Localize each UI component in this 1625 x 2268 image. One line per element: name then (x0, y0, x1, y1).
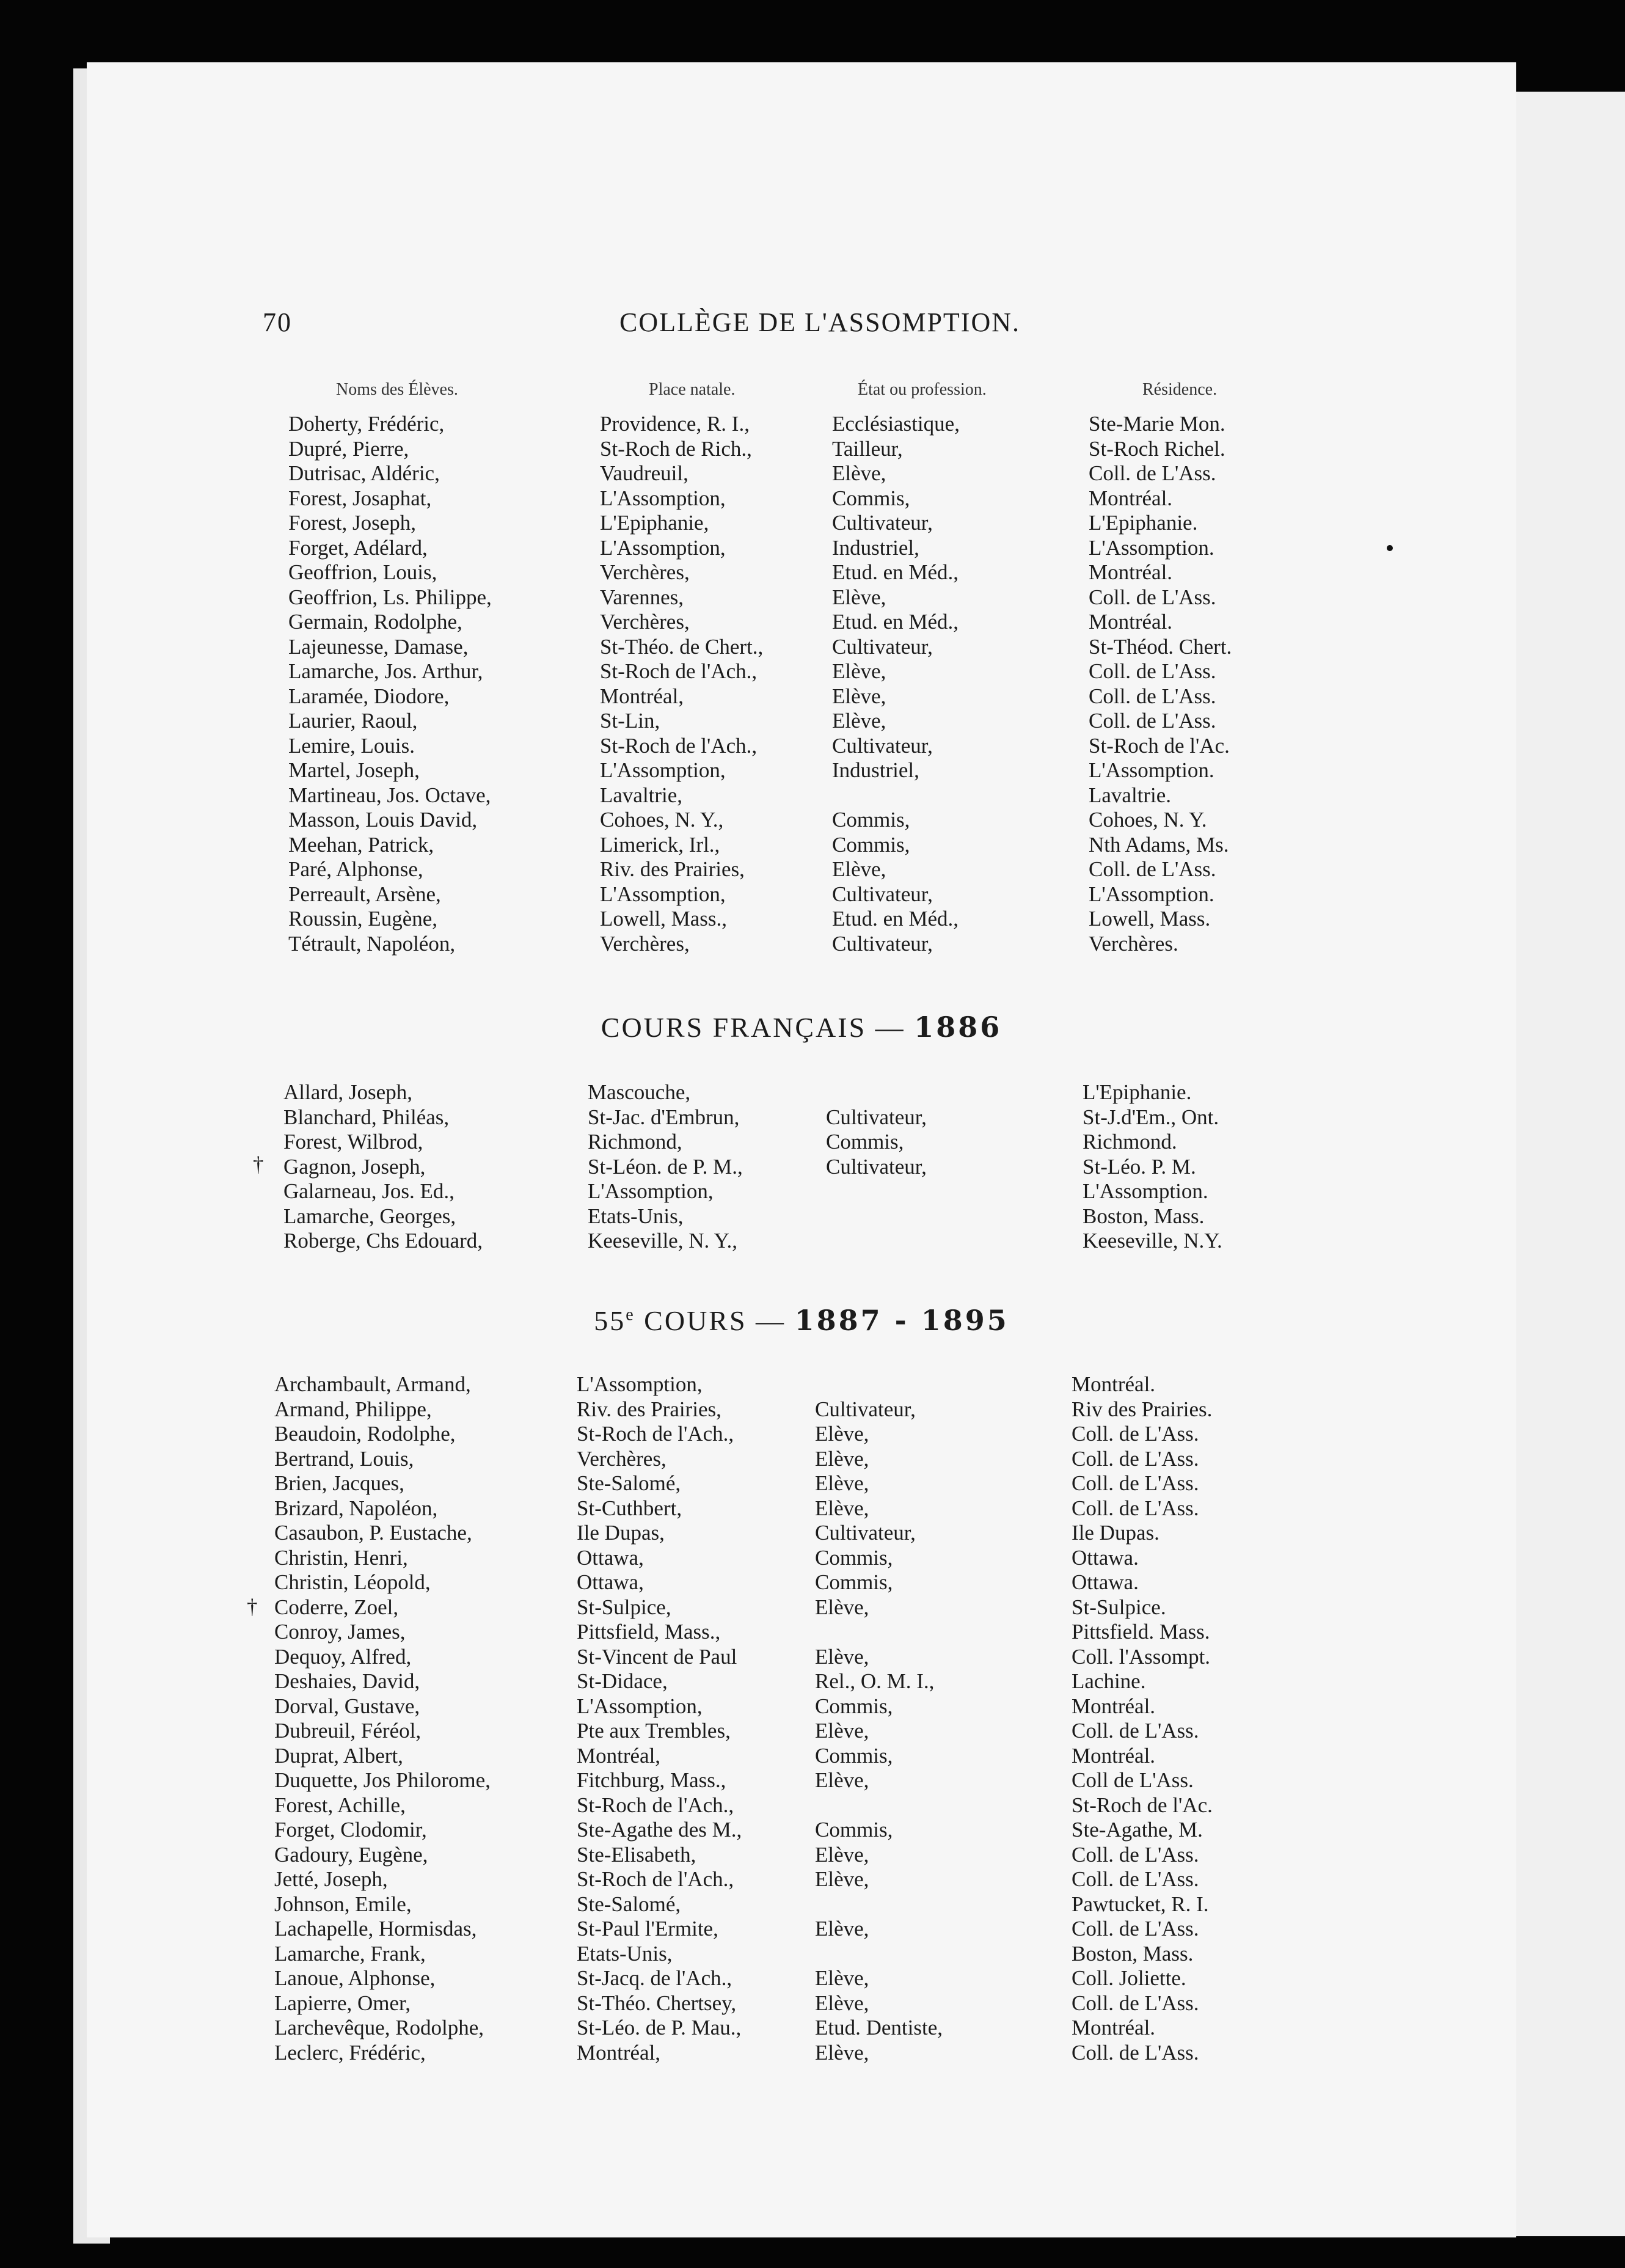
birthplace: Ile Dupas, (577, 1521, 665, 1545)
birthplace: Limerick, Irl., (600, 832, 720, 857)
residence: Ottawa. (1072, 1545, 1139, 1570)
header-profession: État ou profession. (858, 380, 987, 399)
profession: Elève, (815, 1644, 869, 1669)
student-row (87, 1719, 1516, 1744)
profession: Cultivateur, (832, 511, 933, 535)
residence: Ile Dupas. (1072, 1521, 1159, 1545)
student-name: Casaubon, P. Eustache, (274, 1521, 472, 1545)
residence: St-Roch de l'Ac. (1089, 733, 1230, 758)
student-row (87, 610, 1516, 635)
student-name: Duquette, Jos Philorome, (274, 1768, 491, 1792)
profession: Elève, (815, 1719, 869, 1743)
residence: Coll. l'Assompt. (1072, 1644, 1211, 1669)
residence: L'Epiphanie. (1089, 511, 1198, 535)
section-title-text: COURS FRANÇAIS — (601, 1012, 905, 1043)
student-name: Doherty, Frédéric, (288, 412, 445, 436)
student-name: Dutrisac, Aldéric, (288, 461, 440, 485)
student-name: Forest, Joseph, (288, 511, 417, 535)
section-title-text: COURS — (644, 1305, 786, 1336)
student-row (87, 560, 1516, 585)
profession: Elève, (832, 709, 886, 733)
birthplace: L'Assomption, (577, 1372, 703, 1396)
student-name: Gagnon, Joseph, (283, 1154, 426, 1179)
student-name: Lajeunesse, Damase, (288, 634, 469, 659)
student-name: Forest, Achille, (274, 1793, 406, 1817)
birthplace: L'Epiphanie, (600, 511, 709, 535)
student-name: Christin, Henri, (274, 1545, 408, 1570)
residence: Montréal. (1089, 610, 1173, 634)
birthplace: St-Jac. d'Embrun, (588, 1105, 740, 1129)
residence: Richmond. (1083, 1130, 1177, 1154)
residence: Coll. de L'Ass. (1072, 2040, 1199, 2065)
student-row (87, 659, 1516, 684)
birthplace: Lowell, Mass., (600, 907, 728, 931)
birthplace: St-Roch de l'Ach., (577, 1867, 734, 1891)
birthplace: Montréal, (577, 2040, 661, 2065)
profession: Tailleur, (832, 436, 903, 461)
birthplace: St-Roch de l'Ach., (600, 659, 758, 683)
birthplace: Cohoes, N. Y., (600, 808, 724, 832)
profession: Commis, (815, 1743, 893, 1768)
birthplace: Montréal, (600, 684, 684, 708)
profession: Rel., O. M. I., (815, 1669, 935, 1693)
profession: Elève, (815, 1991, 869, 2015)
student-row (87, 1843, 1516, 1868)
birthplace: Ottawa, (577, 1545, 644, 1570)
residence: Coll. de L'Ass. (1072, 1842, 1199, 1867)
profession: Etud. en Méd., (832, 560, 959, 584)
student-name: Lanoue, Alphonse, (274, 1966, 436, 1990)
book-page (87, 62, 1516, 2237)
birthplace: Ste-Salomé, (577, 1471, 681, 1495)
student-name: Galarneau, Jos. Ed., (283, 1179, 455, 1203)
residence: Coll. Joliette. (1072, 1966, 1186, 1990)
student-name: Laurier, Raoul, (288, 709, 418, 733)
birthplace: Richmond, (588, 1130, 682, 1154)
birthplace: Pte aux Trembles, (577, 1719, 731, 1743)
student-name: Dequoy, Alfred, (274, 1644, 412, 1669)
student-name: Lamarche, Georges, (283, 1204, 456, 1228)
student-name: Lamarche, Jos. Arthur, (288, 659, 483, 683)
student-row (87, 709, 1516, 734)
student-row (87, 1942, 1516, 1967)
birthplace: St-Roch de Rich., (600, 436, 752, 461)
student-row (87, 1645, 1516, 1670)
student-name: Bertrand, Louis, (274, 1446, 414, 1471)
profession: Ecclésiastique, (832, 412, 960, 436)
student-row (87, 1521, 1516, 1546)
student-row (87, 1818, 1516, 1843)
header-name: Noms des Élèves. (336, 380, 458, 399)
residence: Keeseville, N.Y. (1083, 1229, 1222, 1253)
student-row (87, 907, 1516, 932)
student-row (87, 833, 1516, 858)
profession: Elève, (832, 585, 886, 609)
student-row (87, 1793, 1516, 1818)
ink-speck (1387, 545, 1393, 551)
birthplace: St-Léon. de P. M., (588, 1154, 743, 1179)
profession: Elève, (832, 461, 886, 485)
profession: Etud. en Méd., (832, 907, 959, 931)
birthplace: Pittsfield, Mass., (577, 1620, 721, 1644)
running-head (87, 307, 1516, 343)
profession: Elève, (815, 1422, 869, 1446)
profession: Industriel, (832, 758, 919, 782)
residence: Montréal. (1072, 1372, 1156, 1396)
birthplace: Ste-Salomé, (577, 1892, 681, 1916)
residence: Pittsfield. Mass. (1072, 1620, 1210, 1644)
residence: Montréal. (1089, 560, 1173, 584)
profession: Cultivateur, (826, 1105, 927, 1129)
birthplace: St-Léo. de P. Mau., (577, 2016, 742, 2039)
birthplace: Verchères, (600, 931, 690, 956)
student-name: Paré, Alphonse, (288, 857, 423, 881)
student-table-first (87, 412, 1516, 956)
student-name: Johnson, Emile, (274, 1892, 412, 1916)
profession: Commis, (832, 486, 910, 510)
birthplace: L'Assomption, (600, 535, 726, 560)
birthplace: St-Cuthbert, (577, 1496, 682, 1520)
birthplace: St-Théo. Chertsey, (577, 1991, 737, 2015)
residence: Verchères. (1089, 931, 1178, 956)
birthplace: Etats-Unis, (577, 1941, 673, 1966)
section-title-cours-55 (87, 1304, 1516, 1337)
residence: Montréal. (1072, 1694, 1156, 1718)
student-row (87, 1966, 1516, 1991)
student-row (87, 1080, 1516, 1105)
student-name: Tétrault, Napoléon, (288, 931, 456, 956)
student-name: Armand, Philippe, (274, 1397, 432, 1421)
profession: Cultivateur, (832, 634, 933, 659)
profession: Industriel, (832, 535, 919, 560)
profession: Elève, (832, 659, 886, 683)
student-name: Lemire, Louis. (288, 733, 415, 758)
student-row (87, 734, 1516, 759)
student-name: Forest, Josaphat, (288, 486, 432, 510)
student-table-cours-francais (87, 1080, 1516, 1254)
student-row (87, 1155, 1516, 1180)
profession: Cultivateur, (832, 882, 933, 906)
residence: Coll. de L'Ass. (1089, 684, 1216, 708)
student-name: Geoffrion, Louis, (288, 560, 437, 584)
residence: St-Théod. Chert. (1089, 634, 1232, 659)
residence: L'Epiphanie. (1083, 1080, 1192, 1104)
birthplace: Ste-Agathe des M., (577, 1818, 742, 1842)
student-row (87, 412, 1516, 437)
student-row (87, 1595, 1516, 1620)
student-row (87, 1744, 1516, 1769)
student-name: Deshaies, David, (274, 1669, 420, 1693)
residence: Ste-Marie Mon. (1089, 412, 1225, 436)
profession: Elève, (815, 2040, 869, 2065)
student-name: Germain, Rodolphe, (288, 610, 462, 634)
student-row (87, 1768, 1516, 1793)
profession: Elève, (815, 1917, 869, 1941)
student-row (87, 1570, 1516, 1595)
student-row (87, 2016, 1516, 2041)
birthplace: L'Assomption, (600, 486, 726, 510)
birthplace: St-Roch de l'Ach., (577, 1793, 734, 1817)
birthplace: Verchères, (600, 610, 690, 634)
student-name: Archambault, Armand, (274, 1372, 471, 1396)
student-name: Laramée, Diodore, (288, 684, 450, 708)
section-number: 55 (594, 1305, 626, 1336)
birthplace: Etats-Unis, (588, 1204, 684, 1228)
student-row (87, 684, 1516, 709)
profession: Cultivateur, (815, 1521, 916, 1545)
student-name: Duprat, Albert, (274, 1743, 403, 1768)
student-name: Blanchard, Philéas, (283, 1105, 450, 1129)
student-name: Gadoury, Eugène, (274, 1842, 428, 1867)
birthplace: Mascouche, (588, 1080, 691, 1104)
section-number-sup: e (626, 1305, 635, 1325)
residence: Coll. de L'Ass. (1072, 1867, 1199, 1891)
student-row (87, 1892, 1516, 1917)
profession: Etud. Dentiste, (815, 2016, 943, 2039)
student-row (87, 882, 1516, 907)
profession: Commis, (832, 808, 910, 832)
profession: Etud. en Méd., (832, 610, 959, 634)
profession: Commis, (815, 1818, 893, 1842)
profession: Commis, (832, 832, 910, 857)
student-row (87, 585, 1516, 610)
birthplace: Providence, R. I., (600, 412, 750, 436)
header-birthplace: Place natale. (649, 380, 736, 399)
student-name: Beaudoin, Rodolphe, (274, 1422, 456, 1446)
profession: Elève, (815, 1471, 869, 1495)
birthplace: L'Assomption, (577, 1694, 703, 1718)
student-row (87, 1546, 1516, 1571)
student-name: Meehan, Patrick, (288, 832, 434, 857)
student-row (87, 1397, 1516, 1422)
student-row (87, 1372, 1516, 1397)
residence: Ste-Agathe, M. (1072, 1818, 1203, 1842)
student-name: Geoffrion, Ls. Philippe, (288, 585, 492, 609)
birthplace: Lavaltrie, (600, 783, 683, 807)
student-name: Dubreuil, Féréol, (274, 1719, 422, 1743)
student-row (87, 1422, 1516, 1447)
residence: Montréal. (1072, 2016, 1156, 2039)
residence: Lowell, Mass. (1089, 907, 1211, 931)
student-row (87, 1867, 1516, 1892)
student-row (87, 758, 1516, 783)
residence: L'Assomption. (1089, 882, 1214, 906)
birthplace: St-Théo. de Chert., (600, 634, 764, 659)
student-row (87, 1991, 1516, 2016)
profession: Elève, (815, 1842, 869, 1867)
birthplace: Verchères, (577, 1446, 666, 1471)
residence: Coll. de L'Ass. (1089, 857, 1216, 881)
section-title-cours-francais (87, 1011, 1516, 1044)
section-year: 1886 (914, 1011, 1002, 1044)
student-row (87, 1105, 1516, 1130)
birthplace: L'Assomption, (600, 758, 726, 782)
student-name: Larchevêque, Rodolphe, (274, 2016, 484, 2039)
birthplace: St-Paul l'Ermite, (577, 1917, 718, 1941)
residence: L'Assomption. (1083, 1179, 1208, 1203)
residence: Coll. de L'Ass. (1072, 1422, 1199, 1446)
student-row (87, 1669, 1516, 1694)
residence: Montréal. (1089, 486, 1173, 510)
student-name: Coderre, Zoel, (274, 1595, 399, 1619)
residence: Coll. de L'Ass. (1089, 461, 1216, 485)
profession: Commis, (826, 1130, 904, 1154)
student-row (87, 1179, 1516, 1204)
student-name: Martel, Joseph, (288, 758, 420, 782)
birthplace: Fitchburg, Mass., (577, 1768, 726, 1792)
residence: St-Roch de l'Ac. (1072, 1793, 1213, 1817)
student-name: Perreault, Arsène, (288, 882, 441, 906)
student-name: Jetté, Joseph, (274, 1867, 388, 1891)
profession: Commis, (815, 1694, 893, 1718)
residence: Lachine. (1072, 1669, 1146, 1693)
student-row (87, 486, 1516, 511)
student-name: Leclerc, Frédéric, (274, 2040, 426, 2065)
profession: Elève, (815, 1496, 869, 1520)
residence: Pawtucket, R. I. (1072, 1892, 1209, 1916)
student-row (87, 536, 1516, 561)
residence: Coll. de L'Ass. (1072, 1446, 1199, 1471)
residence: Nth Adams, Ms. (1089, 832, 1229, 857)
birthplace: St-Sulpice, (577, 1595, 671, 1619)
residence: Coll. de L'Ass. (1089, 709, 1216, 733)
student-name: Brien, Jacques, (274, 1471, 404, 1495)
student-name: Dorval, Gustave, (274, 1694, 420, 1718)
student-row (87, 808, 1516, 833)
deceased-dagger: † (253, 1152, 264, 1176)
residence: St-J.d'Em., Ont. (1083, 1105, 1219, 1129)
student-row (87, 1496, 1516, 1521)
student-row (87, 1204, 1516, 1229)
student-name: Conroy, James, (274, 1620, 406, 1644)
student-row (87, 1471, 1516, 1496)
student-row (87, 1229, 1516, 1254)
student-name: Roberge, Chs Edouard, (283, 1229, 483, 1253)
residence: Boston, Mass. (1083, 1204, 1205, 1228)
student-row (87, 783, 1516, 808)
residence: L'Assomption. (1089, 535, 1214, 560)
residence: Montréal. (1072, 1743, 1156, 1768)
birthplace: Varennes, (600, 585, 684, 609)
birthplace: Ottawa, (577, 1570, 644, 1594)
student-name: Brizard, Napoléon, (274, 1496, 438, 1520)
birthplace: Montréal, (577, 1743, 661, 1768)
residence: Boston, Mass. (1072, 1941, 1194, 1966)
residence: Coll. de L'Ass. (1072, 1719, 1199, 1743)
birthplace: Riv. des Prairies, (600, 857, 745, 881)
student-table-cours-55 (87, 1372, 1516, 2065)
residence: Ottawa. (1072, 1570, 1139, 1594)
student-name: Masson, Louis David, (288, 808, 478, 832)
birthplace: L'Assomption, (588, 1179, 714, 1203)
residence: Coll. de L'Ass. (1072, 1496, 1199, 1520)
student-name: Lamarche, Frank, (274, 1941, 426, 1966)
residence: St-Sulpice. (1072, 1595, 1166, 1619)
residence: Riv des Prairies. (1072, 1397, 1213, 1421)
header-residence: Résidence. (1142, 380, 1218, 399)
birthplace: St-Vincent de Paul (577, 1644, 737, 1669)
student-name: Forget, Adélard, (288, 535, 428, 560)
profession: Commis, (815, 1570, 893, 1594)
residence: Coll. de L'Ass. (1089, 659, 1216, 683)
residence: Coll. de L'Ass. (1072, 1471, 1199, 1495)
profession: Commis, (815, 1545, 893, 1570)
student-name: Forget, Clodomir, (274, 1818, 427, 1842)
profession: Cultivateur, (826, 1154, 927, 1179)
student-row (87, 461, 1516, 486)
student-name: Martineau, Jos. Octave, (288, 783, 491, 807)
birthplace: L'Assomption, (600, 882, 726, 906)
residence: Coll. de L'Ass. (1072, 1917, 1199, 1941)
running-title: COLLÈGE DE L'ASSOMPTION. (619, 307, 1021, 337)
profession: Elève, (815, 1867, 869, 1891)
residence: Cohoes, N. Y. (1089, 808, 1207, 832)
student-row (87, 1130, 1516, 1155)
profession: Elève, (832, 857, 886, 881)
student-row (87, 1447, 1516, 1472)
student-name: Roussin, Eugène, (288, 907, 438, 931)
student-name: Lachapelle, Hormisdas, (274, 1917, 477, 1941)
profession: Cultivateur, (815, 1397, 916, 1421)
student-row (87, 2041, 1516, 2066)
student-row (87, 857, 1516, 882)
birthplace: Ste-Elisabeth, (577, 1842, 696, 1867)
student-name: Christin, Léopold, (274, 1570, 431, 1594)
profession: Elève, (832, 684, 886, 708)
birthplace: Verchères, (600, 560, 690, 584)
profession: Elève, (815, 1446, 869, 1471)
student-name: Dupré, Pierre, (288, 436, 409, 461)
profession: Elève, (815, 1595, 869, 1619)
student-name: Forest, Wilbrod, (283, 1130, 423, 1154)
residence: Lavaltrie. (1089, 783, 1172, 807)
birthplace: Riv. des Prairies, (577, 1397, 721, 1421)
student-row (87, 437, 1516, 462)
birthplace: St-Didace, (577, 1669, 668, 1693)
student-name: Lapierre, Omer, (274, 1991, 411, 2015)
birthplace: St-Jacq. de l'Ach., (577, 1966, 732, 1990)
residence: Coll de L'Ass. (1072, 1768, 1194, 1792)
residence: St-Léo. P. M. (1083, 1154, 1196, 1179)
profession: Cultivateur, (832, 733, 933, 758)
student-name: Allard, Joseph, (283, 1080, 412, 1104)
student-row (87, 511, 1516, 536)
birthplace: St-Lin, (600, 709, 660, 733)
profession: Elève, (815, 1768, 869, 1792)
profession: Elève, (815, 1966, 869, 1990)
student-row (87, 1694, 1516, 1719)
student-row (87, 1917, 1516, 1942)
residence: Coll. de L'Ass. (1089, 585, 1216, 609)
birthplace: Vaudreuil, (600, 461, 688, 485)
deceased-dagger: † (247, 1595, 258, 1619)
birthplace: St-Roch de l'Ach., (577, 1422, 734, 1446)
profession: Cultivateur, (832, 931, 933, 956)
student-row (87, 1620, 1516, 1645)
page-number: 70 (263, 307, 292, 337)
birthplace: St-Roch de l'Ach., (600, 733, 758, 758)
birthplace: Keeseville, N. Y., (588, 1229, 737, 1253)
residence: Coll. de L'Ass. (1072, 1991, 1199, 2015)
residence: L'Assomption. (1089, 758, 1214, 782)
section-year: 1887 - 1895 (794, 1304, 1009, 1337)
residence: St-Roch Richel. (1089, 436, 1225, 461)
student-row (87, 932, 1516, 957)
student-row (87, 635, 1516, 660)
